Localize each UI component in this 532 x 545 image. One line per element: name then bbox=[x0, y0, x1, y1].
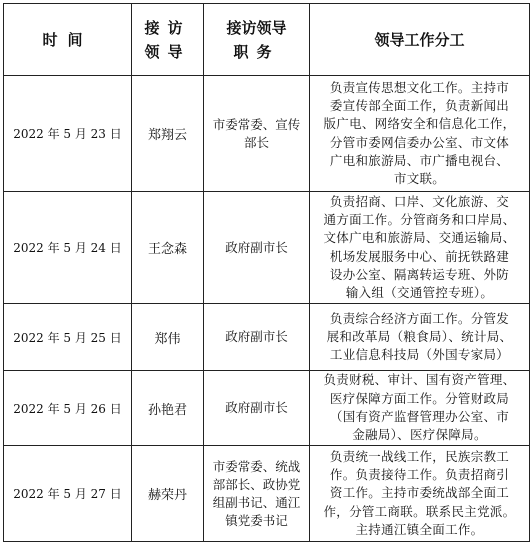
leader-name: 孙艳君 bbox=[132, 371, 204, 446]
position-line: 部部长、政协党 bbox=[212, 476, 301, 492]
table-row bbox=[4, 192, 530, 304]
table-row bbox=[4, 371, 530, 446]
duty-line: 负责招商、口岸、文化旅游、交 bbox=[329, 193, 510, 209]
duty-line: 作，分管工商联。联系民主党派。 bbox=[323, 503, 516, 519]
duty-line: 市文联。 bbox=[393, 171, 446, 187]
duty-line: 文体广电和旅游局、交通运输局、 bbox=[323, 230, 516, 246]
leader-name: 赫荣丹 bbox=[132, 446, 204, 542]
position-line: 政府副市长 bbox=[225, 329, 288, 344]
position-line: 部长 bbox=[243, 134, 269, 150]
leader-name: 郑翔云 bbox=[132, 76, 204, 192]
leader-duty bbox=[310, 446, 530, 542]
reception-date: 2022 年 5 月 24 日 bbox=[4, 192, 132, 304]
header-row bbox=[4, 4, 530, 76]
table-row bbox=[4, 446, 530, 542]
reception-schedule-table bbox=[3, 3, 530, 542]
duty-line: 输入组（交通管控专班）。 bbox=[345, 285, 494, 301]
duty-line: 委宣传部全面工作，负责新闻出 bbox=[329, 97, 510, 113]
reception-date: 2022 年 5 月 25 日 bbox=[4, 304, 132, 371]
leader-position bbox=[204, 192, 310, 304]
leader-position bbox=[204, 76, 310, 192]
leader-name: 王念森 bbox=[132, 192, 204, 304]
leader-position bbox=[204, 304, 310, 371]
reception-date: 2022 年 5 月 23 日 bbox=[4, 76, 132, 192]
position-line: 镇党委书记 bbox=[225, 512, 288, 528]
position-line: 市委常委、宣传 bbox=[212, 116, 301, 132]
reception-date: 2022 年 5 月 26 日 bbox=[4, 371, 132, 446]
duty-line: 分管市委网信委办公室、市文体 bbox=[329, 134, 510, 150]
table-row bbox=[4, 76, 530, 192]
duty-line: 医疗保障方面工作。分管财政局 bbox=[329, 390, 510, 406]
duty-line: 机场发展服务中心、前抚铁路建 bbox=[329, 248, 510, 264]
duty-line: 金融局）、医疗保障局。 bbox=[352, 427, 487, 443]
leader-position bbox=[204, 371, 310, 446]
leader-duty bbox=[310, 304, 530, 371]
leader-duty bbox=[310, 371, 530, 446]
duty-line: 设办公室、隔离转运专班、外防 bbox=[329, 266, 510, 282]
duty-line: 工业信息科技局（外国专家局） bbox=[329, 347, 510, 363]
duty-line: 负责综合经济方面工作。分管发 bbox=[329, 310, 510, 326]
duty-line: 通方面工作。分管商务和口岸局、 bbox=[323, 211, 516, 227]
duty-line: 主持通江镇全面工作。 bbox=[355, 521, 484, 537]
leader-duty bbox=[310, 192, 530, 304]
header-duty: 领导工作分工 bbox=[310, 4, 530, 76]
duty-line: 资工作。主持市委统战部全面工 bbox=[329, 485, 510, 501]
leader-position bbox=[204, 446, 310, 542]
duty-line: 负责财税、审计、国有资产管理、 bbox=[323, 372, 516, 388]
duty-line: 作。负责接待工作。负责招商引 bbox=[329, 467, 510, 483]
duty-line: 展和改革局（粮食局）、统计局、 bbox=[326, 328, 513, 344]
duty-line: 负责统一战线工作，民族宗教工 bbox=[329, 448, 510, 464]
reception-date: 2022 年 5 月 27 日 bbox=[4, 446, 132, 542]
duty-line: 负责宣传思想文化工作。主持市 bbox=[329, 79, 510, 95]
header-time: 时间 bbox=[4, 4, 132, 76]
position-line: 政府副市长 bbox=[225, 400, 288, 415]
position-line: 市委常委、统战 bbox=[212, 458, 301, 474]
table-row bbox=[4, 304, 530, 371]
leader-name: 郑伟 bbox=[132, 304, 204, 371]
header-leader: 接访 领导 bbox=[132, 4, 204, 76]
leader-duty bbox=[310, 76, 530, 192]
position-line: 组副书记、通江 bbox=[212, 494, 301, 510]
position-line: 政府副市长 bbox=[225, 239, 288, 255]
duty-line: （国有资产监督管理办公室、市 bbox=[329, 409, 510, 424]
duty-line: 广电和旅游局、市广播电视台、 bbox=[329, 152, 510, 168]
duty-line: 版广电、网络安全和信息化工作， bbox=[323, 116, 516, 132]
header-position: 接访领导 职务 bbox=[204, 4, 310, 76]
